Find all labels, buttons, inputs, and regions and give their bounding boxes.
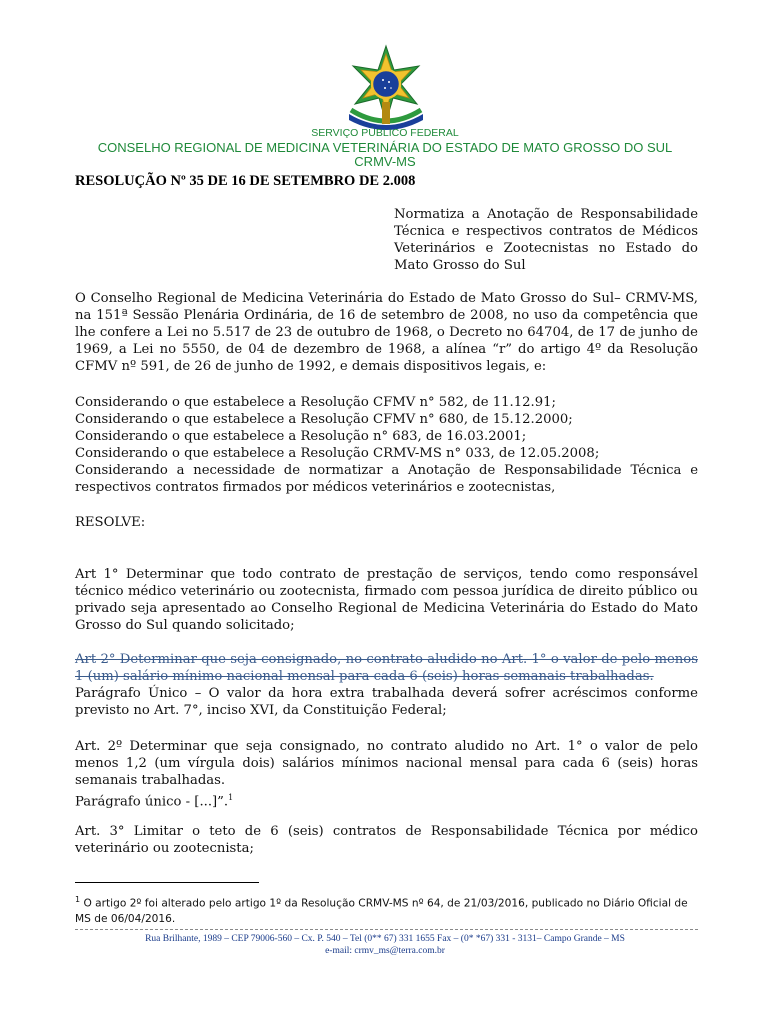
consideration-item: Considerando o que estabelece a Resolução CFMV n° 680, de 15.12.2000;	[75, 412, 573, 427]
footer-email[interactable]: e-mail: crmv_ms@terra.com.br	[325, 946, 445, 956]
considerations-list	[75, 394, 698, 496]
consideration-item: Considerando a necessidade de normatizar a Anotação de Responsabilidade Técnica e respectivos contratos firmados por médicos veterinários e zootecnistas,	[75, 463, 698, 495]
article-2-revoked-text: Art 2° Determinar que seja consignado, no contrato aludido no Art. 1° o valor de pelo menos 1 (um) salário mínimo nacional mensal para cada 6 (seis) horas semanais trabalhadas.	[75, 652, 698, 684]
header-service-label: SERVIÇO PÚBLICO FEDERAL	[311, 127, 459, 139]
article-1: Art 1° Determinar que todo contrato de prestação de serviços, tendo como responsável técnico médico veterinário ou zootecnista, firmado com pessoa jurídica de direito público ou privado seja apresentado ao Conselho Regional de Medicina Veterinária do Estado do Mato Grosso do Sul quando solicitado;	[75, 567, 698, 633]
resolution-title: RESOLUÇÃO Nº 35 DE 16 DE SETEMBRO DE 2.008	[75, 173, 416, 189]
brazil-coat-of-arms-icon	[339, 44, 433, 132]
preamble-paragraph: O Conselho Regional de Medicina Veterinária do Estado de Mato Grosso do Sul– CRMV-MS, na 151ª Sessão Plenária Ordinária, de 16 de setembro de 2008, no uso da competência que lhe confere a Lei no 5.517 de 23 de outubro de 1968, o Decreto no 64704, de 17 de junho de 1969, a Lei no 5550, de 04 de dezembro de 1968, a alínea “r” do artigo 4º da Resolução CFMV nº 591, de 26 de junho de 1992, e demais dispositivos legais, e:	[75, 291, 698, 374]
footnote-divider	[75, 882, 259, 883]
resolve-heading: RESOLVE:	[75, 515, 146, 530]
header-council-name: CONSELHO REGIONAL DE MEDICINA VETERINÁRIA DO ESTADO DE MATO GROSSO DO SUL	[97, 140, 673, 155]
article-2-amended-block	[75, 738, 698, 810]
consideration-item: Considerando o que estabelece a Resolução CRMV-MS n° 033, de 12.05.2008;	[75, 446, 600, 461]
article-3: Art. 3° Limitar o teto de 6 (seis) contratos de Responsabilidade Técnica por médico veterinário ou zootecnista;	[75, 824, 698, 856]
footnote-reference[interactable]: 1	[228, 793, 234, 802]
header-council-abbr: CRMV-MS	[354, 154, 416, 169]
footer-divider	[75, 929, 698, 930]
article-2-amended-text: Art. 2º Determinar que seja consignado, no contrato aludido no Art. 1° o valor de pelo menos 1,2 (um vírgula dois) salários mínimos nacional mensal para cada 6 (seis) horas semanais trabalhadas.	[75, 739, 698, 788]
article-2-amended-paragraph	[75, 789, 698, 810]
consideration-item: Considerando o que estabelece a Resolução CFMV n° 582, de 11.12.91;	[75, 395, 556, 410]
footer-address: Rua Brilhante, 1989 – CEP 79006-560 – Cx. P. 540 – Tel (0** 67) 331 1655 Fax – (0* *67) 331 - 3131– Campo Grande – MS	[145, 934, 625, 944]
article-2-sole-paragraph: Parágrafo Único – O valor da hora extra trabalhada deverá sofrer acréscimos conforme previsto no Art. 7°, inciso XVI, da Constituição Federal;	[75, 686, 698, 718]
resolution-summary: Normatiza a Anotação de Responsabilidade Técnica e respectivos contratos de Médicos Veterinários e Zootecnistas no Estado do Mato Grosso do Sul	[394, 207, 698, 273]
footnote	[75, 892, 698, 927]
footnote-text: O artigo 2º foi alterado pelo artigo 1º da Resolução CRMV-MS nº 64, de 21/03/2016, publicado no Diário Oficial de MS de 06/04/2016.	[75, 897, 688, 925]
article-2-amended-paragraph-text: Parágrafo único - [...]”.	[75, 794, 229, 810]
article-2-revoked-block	[75, 651, 698, 719]
footnote-mark: 1	[75, 895, 81, 904]
consideration-item: Considerando o que estabelece a Resolução n° 683, de 16.03.2001;	[75, 429, 527, 444]
